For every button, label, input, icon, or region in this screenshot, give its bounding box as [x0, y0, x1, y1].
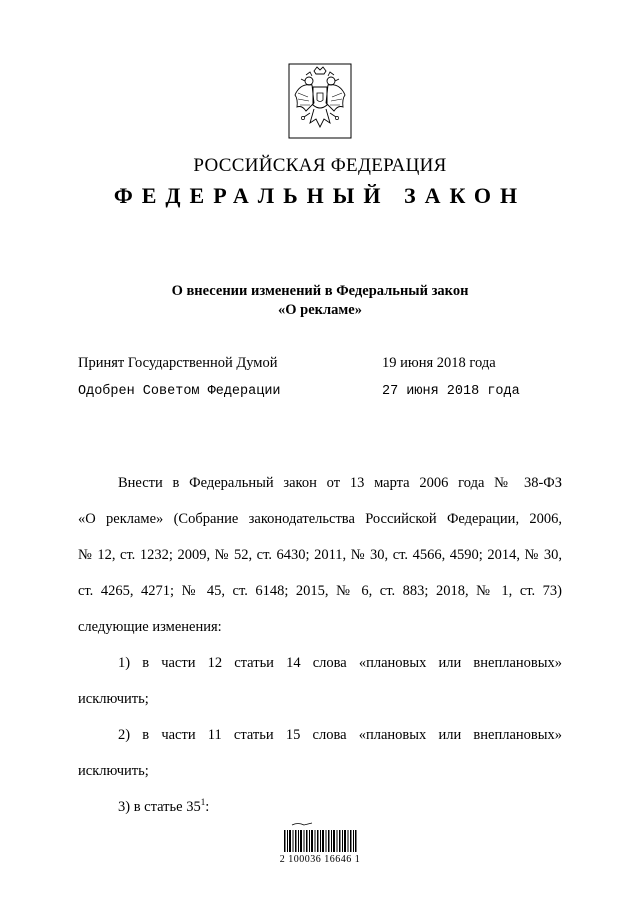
law-type-heading: ФЕДЕРАЛЬНЫЙ ЗАКОН [113, 183, 527, 208]
intro-line: ст. 4265, 4271; № 45, ст. 6148; 2015, № 6, ст. 883; 2018, № 1, ст. 73) [78, 583, 562, 599]
law-title-line-2: «О рекламе» [278, 302, 362, 318]
article-superscript: 1 [200, 797, 206, 808]
country-heading: РОССИЙСКАЯ ФЕДЕРАЦИЯ [193, 155, 447, 176]
law-title [0, 282, 640, 320]
intro-line: № 12, ст. 1232; 2009, № 52, ст. 6430; 2011, № 30, ст. 4566, 4590; 2014, № 30, [78, 547, 562, 563]
intro-line: следующие изменения: [78, 619, 222, 635]
law-body [78, 465, 562, 825]
amendment-item-1-cont: исключить; [78, 691, 149, 707]
approval-council-date: 27 июня 2018 года [382, 384, 520, 399]
barcode-number: 2 100036 16646 1 [279, 854, 361, 865]
barcode-icon [282, 822, 358, 854]
coat-of-arms-emblem [288, 63, 352, 139]
amendment-item-2: 2) в части 11 статьи 15 слова «плановых или внеплановых» [118, 727, 562, 743]
amendment-item-3 [78, 789, 562, 825]
amendment-item-3-text: 3) в статье 35 [118, 799, 201, 815]
intro-line: Внести в Федеральный закон от 13 марта 2006 года № 38-ФЗ [118, 475, 562, 491]
amendment-item-3-colon: : [205, 799, 210, 815]
approval-council-label: Одобрен Советом Федерации [78, 384, 281, 399]
intro-line: «О рекламе» (Собрание законодательства Российской Федерации, 2006, [78, 511, 562, 527]
law-title-line-1: О внесении изменений в Федеральный закон [171, 283, 469, 299]
adoption-duma-date: 19 июня 2018 года [382, 355, 496, 371]
adoption-duma-label: Принят Государственной Думой [78, 355, 278, 371]
amendment-item-1: 1) в части 12 статьи 14 слова «плановых или внеплановых» [118, 655, 562, 671]
amendment-item-2-cont: исключить; [78, 763, 149, 779]
